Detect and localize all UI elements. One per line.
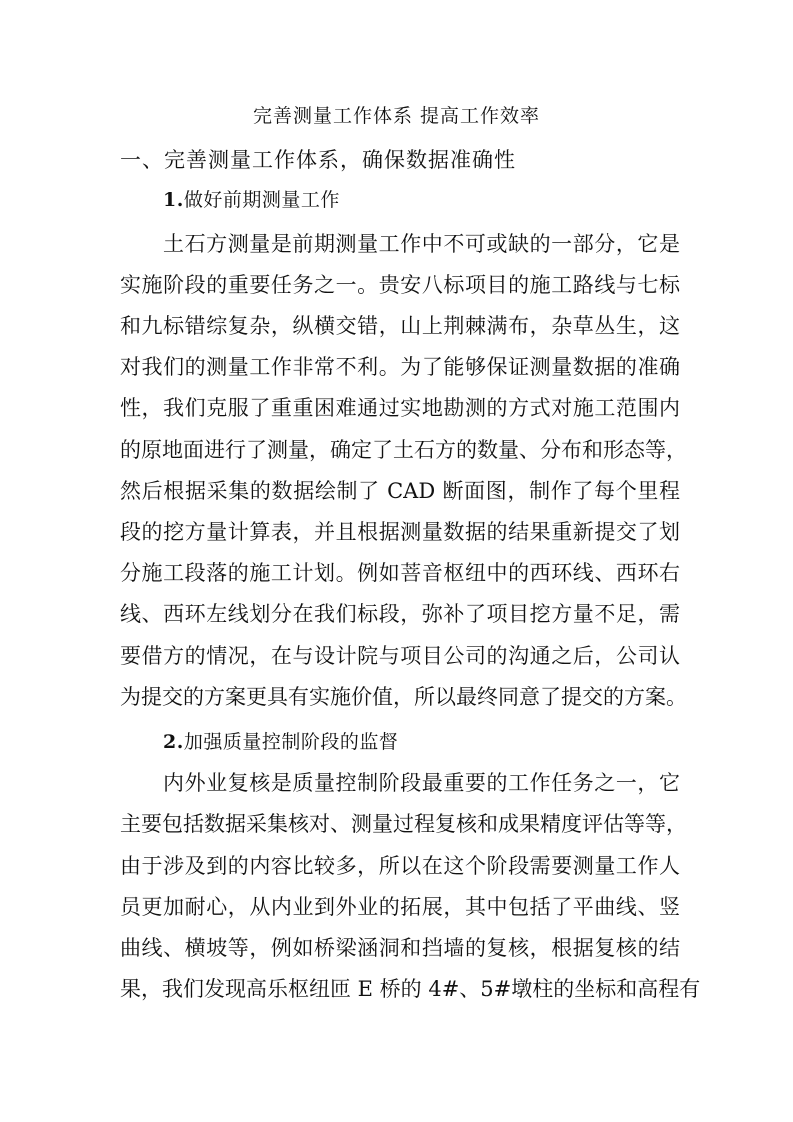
paragraph-line: 分施工段落的施工计划。例如菩音枢纽中的西环线、西环右 xyxy=(120,561,680,585)
subsection-number: 1. xyxy=(163,189,184,211)
subsection-title: 加强质量控制阶段的监督 xyxy=(183,731,399,753)
paragraph-line: 土石方测量是前期测量工作中不可或缺的一部分，它是 xyxy=(163,232,680,256)
paragraph-line: 和九标错综复杂，纵横交错，山上荆棘满布，杂草丛生，这 xyxy=(120,314,680,338)
paragraph-line: 然后根据采集的数据绘制了 CAD 断面图，制作了每个里程 xyxy=(120,479,680,503)
paragraph-line: 主要包括数据采集核对、测量过程复核和成果精度评估等等， xyxy=(120,812,687,836)
paragraph-line: 果，我们发现高乐枢纽匝 E 桥的 4#、5#墩柱的坐标和高程有 xyxy=(120,977,701,1001)
paragraph-line: 段的挖方量计算表，并且根据测量数据的结果重新提交了划 xyxy=(120,520,680,544)
paragraph-line: 要借方的情况，在与设计院与项目公司的沟通之后，公司认 xyxy=(120,644,680,668)
paragraph-line: 员更加耐心，从内业到外业的拓展，其中包括了平曲线、竖 xyxy=(120,895,680,919)
paragraph-line: 为提交的方案更具有实施价值，所以最终同意了提交的方案。 xyxy=(120,685,687,709)
subsection-heading-2 xyxy=(163,726,398,758)
paragraph-line: 对我们的测量工作非常不利。为了能够保证测量数据的准确 xyxy=(120,355,680,379)
paragraph-line: 的原地面进行了测量，确定了土石方的数量、分布和形态等， xyxy=(120,438,687,462)
paragraph-line: 性，我们克服了重重困难通过实地勘测的方式对施工范围内 xyxy=(120,396,680,420)
paragraph-line: 线、西环左线划分在我们标段，弥补了项目挖方量不足，需 xyxy=(120,602,680,626)
paragraph-line: 内外业复核是质量控制阶段最重要的工作任务之一，它 xyxy=(163,771,680,795)
paragraph-line: 实施阶段的重要任务之一。贵安八标项目的施工路线与七标 xyxy=(120,273,680,297)
paragraph-line: 由于涉及到的内容比较多，所以在这个阶段需要测量工作人 xyxy=(120,854,680,878)
subsection-heading-1 xyxy=(163,184,340,216)
section-heading-1: 一、完善测量工作体系，确保数据准确性 xyxy=(120,148,516,172)
paragraph-line: 曲线、横坡等，例如桥梁涵洞和挡墙的复核，根据复核的结 xyxy=(120,936,680,960)
subsection-number: 2. xyxy=(163,731,184,753)
document-title: 完善测量工作体系 提高工作效率 xyxy=(252,105,541,127)
subsection-title: 做好前期测量工作 xyxy=(183,189,340,211)
